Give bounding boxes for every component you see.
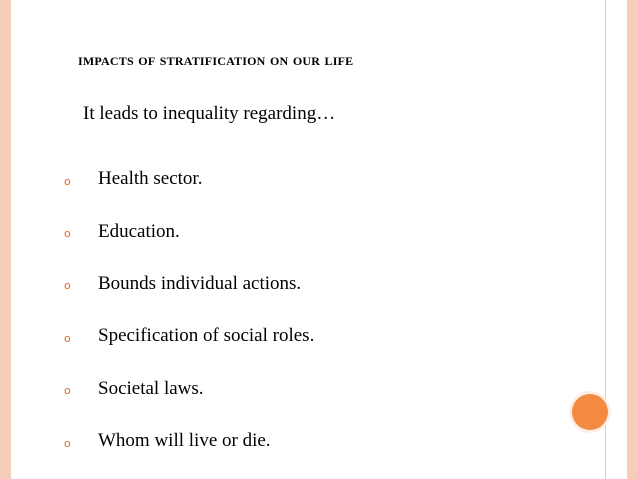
bullet-item bbox=[64, 258, 314, 310]
bullet-item bbox=[64, 363, 314, 415]
bullet-text: Education. bbox=[98, 220, 180, 242]
accent-circle-icon bbox=[572, 394, 608, 430]
bullet-marker-icon: o bbox=[64, 331, 71, 345]
bullet-text: Specification of social roles. bbox=[98, 325, 315, 347]
bullet-text: Bounds individual actions. bbox=[98, 272, 302, 294]
bullet-list bbox=[64, 153, 314, 467]
left-decorative-bar bbox=[0, 0, 11, 479]
slide-intro-text: It leads to inequality regarding… bbox=[83, 103, 336, 124]
bullet-text: Societal laws. bbox=[98, 377, 204, 399]
slide-title: impacts of stratification on our life bbox=[78, 50, 354, 69]
bullet-text: Whom will live or die. bbox=[98, 430, 271, 452]
bullet-marker-icon: o bbox=[64, 436, 71, 450]
bullet-item bbox=[64, 310, 314, 362]
bullet-marker-icon: o bbox=[64, 174, 71, 188]
bullet-marker-icon: o bbox=[64, 384, 71, 398]
bullet-text: Health sector. bbox=[98, 168, 203, 190]
bullet-marker-icon: o bbox=[64, 279, 71, 293]
bullet-marker-icon: o bbox=[64, 227, 71, 241]
bullet-item bbox=[64, 415, 314, 467]
bullet-item bbox=[64, 205, 314, 257]
right-decorative-bar bbox=[627, 0, 638, 479]
bullet-item bbox=[64, 153, 314, 205]
